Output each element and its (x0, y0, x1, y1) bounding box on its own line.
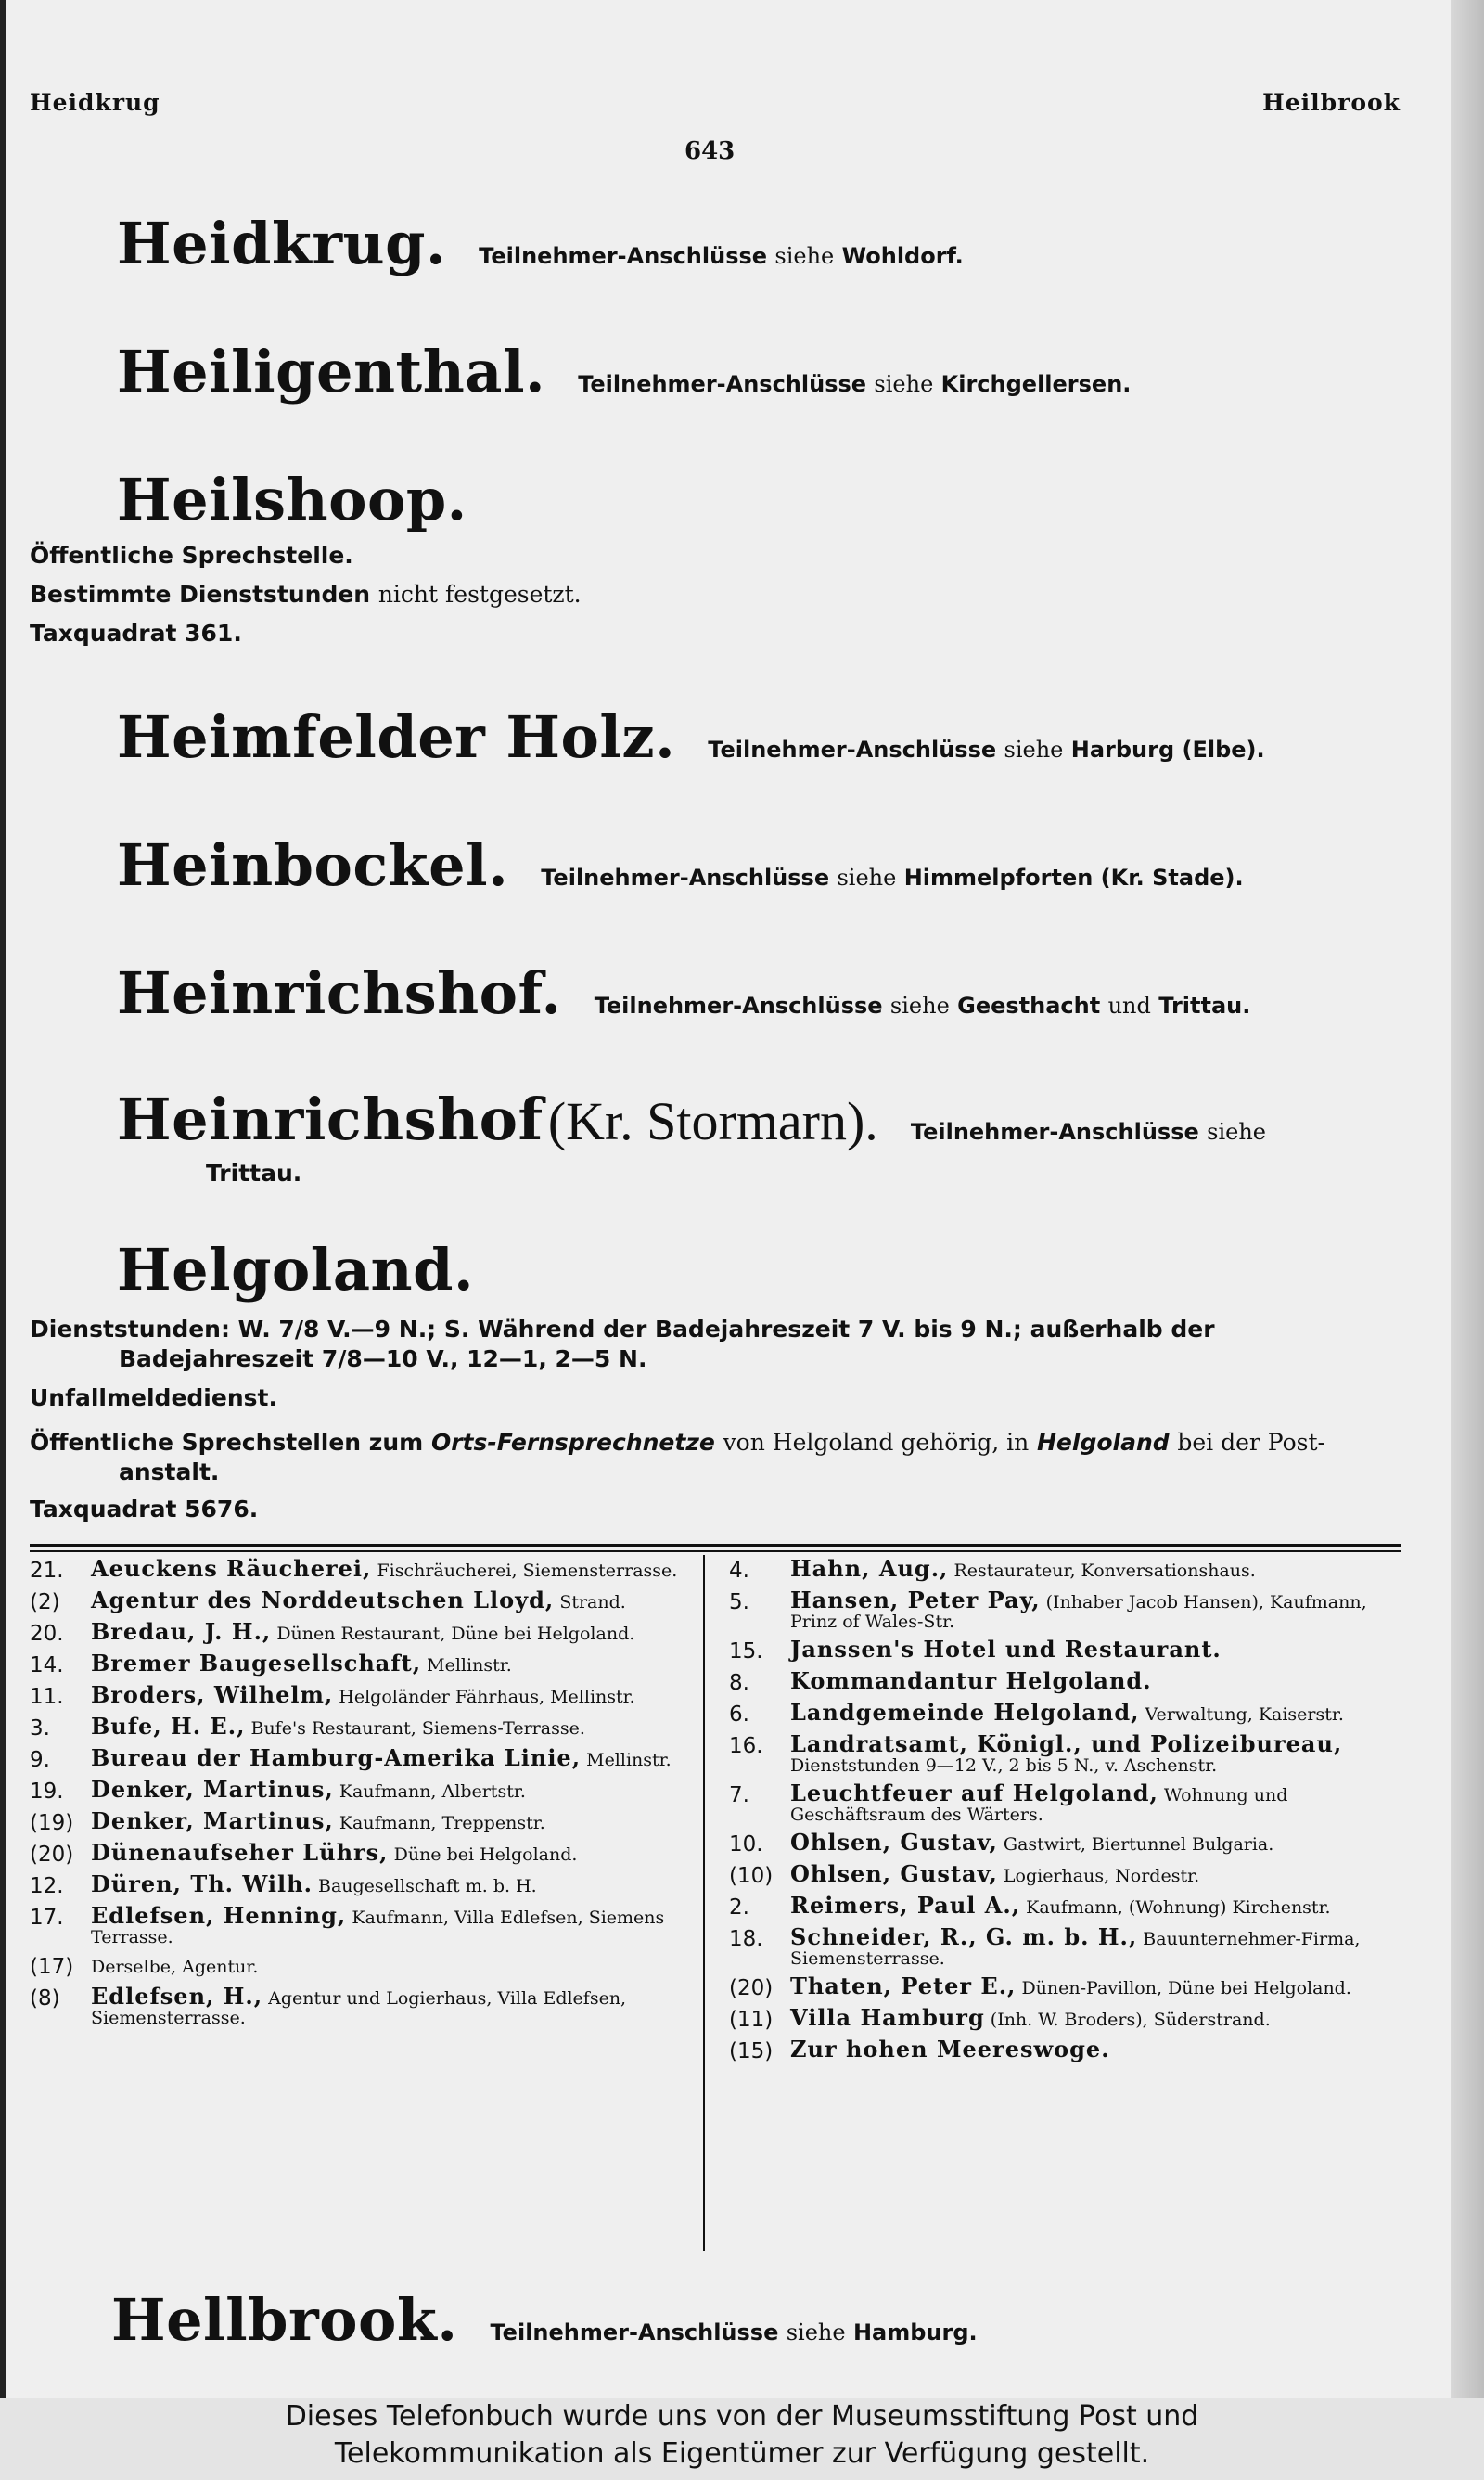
line-number: (17) (30, 1955, 74, 1979)
subscriber-text (91, 1555, 684, 1582)
subscriber-text (790, 1780, 1401, 1825)
subscriber-details: Dienststunden 9—12 V., 2 bis 5 N., v. Aschenstr. (790, 1755, 1218, 1776)
provenance-footer (0, 2398, 1484, 2480)
subscriber-details: Wohnung und Geschäftsraum des Wärters. (790, 1785, 1288, 1825)
subscriber-name: Landgemeinde Helgoland, (790, 1699, 1140, 1726)
line-number: 5. (729, 1590, 749, 1614)
subscriber-text (91, 1618, 684, 1645)
entry-heiligenthal (117, 338, 1401, 405)
line-number: (19) (30, 1811, 74, 1835)
subscriber-name: Dünenaufseher Lührs, (91, 1839, 389, 1866)
table-top-rule-inner (30, 1550, 1401, 1552)
line-number: (10) (729, 1864, 774, 1888)
place-name: Heinrichshof. (117, 959, 562, 1027)
entry-heimfelder-holz (117, 703, 1401, 771)
subscriber-text (790, 1699, 1401, 1726)
line-number: 3. (30, 1716, 50, 1741)
subscriber-text (91, 1744, 684, 1771)
cross-reference: Teilnehmer-Anschlüsse siehe Hamburg. (490, 2319, 978, 2345)
subscriber-name: Hansen, Peter Pay, (790, 1587, 1041, 1613)
subscriber-entry (729, 1667, 1401, 1695)
line-number: (8) (30, 1986, 60, 2011)
subscriber-name: Bureau der Hamburg-Amerika Linie, (91, 1744, 582, 1771)
entry-heinrichshof-stormarn (117, 1086, 1401, 1153)
subscriber-details: Helgoländer Fährhaus, Mellinstr. (339, 1687, 635, 1707)
entry-helgoland (117, 1236, 1401, 1304)
page-right-edge (1451, 0, 1484, 2398)
subscriber-text (790, 1555, 1401, 1582)
subscriber-entry (729, 2004, 1401, 2032)
cross-reference: Teilnehmer-Anschlüsse siehe Geesthacht und Trittau. (594, 993, 1251, 1019)
table-top-rule (30, 1544, 1401, 1547)
heilshoop-hours: Bestimmte Dienststunden nicht festgesetzt. (30, 581, 582, 608)
subscriber-name: Leuchtfeuer auf Helgoland, (790, 1780, 1158, 1806)
helgoland-service-hours-cont: Badejahreszeit 7/8—10 V., 12—1, 2—5 N. (119, 1345, 647, 1372)
place-name: Helgoland. (117, 1236, 475, 1304)
line-number: 18. (729, 1927, 763, 1951)
subscriber-text (91, 1983, 684, 2028)
subscriber-entry (30, 1807, 684, 1835)
heilshoop-public-station: Öffentliche Sprechstelle. (30, 542, 353, 569)
subscriber-text (790, 1923, 1401, 1969)
running-head-right: Heilbrook (1262, 89, 1401, 116)
subscriber-text (790, 1860, 1401, 1887)
column-separator (703, 1555, 705, 2251)
helgoland-accident-service: Unfallmeldedienst. (30, 1384, 277, 1411)
subscriber-text (91, 1713, 684, 1740)
subscriber-name: Bredau, J. H., (91, 1618, 272, 1645)
subscriber-entry (30, 1587, 684, 1614)
line-number: 20. (30, 1622, 64, 1646)
helgoland-public-stations: Öffentliche Sprechstellen zum Orts-Fernsprechnetze von Helgoland gehörig, in Helgoland bei der Post- (30, 1429, 1325, 1456)
subscriber-details: Kaufmann, Treppenstr. (339, 1813, 545, 1833)
subscriber-details: Bauunternehmer-Firma, Siemensterrasse. (790, 1929, 1361, 1969)
entry-heinbockel (117, 831, 1401, 899)
subscriber-entry (30, 1681, 684, 1709)
subscriber-name: Reimers, Paul A., (790, 1892, 1021, 1919)
page-left-edge (0, 0, 6, 2398)
line-number: 10. (729, 1832, 763, 1857)
subscriber-text (790, 2036, 1401, 2062)
subscriber-text (790, 2004, 1401, 2031)
place-name: Heinrichshof (117, 1086, 544, 1153)
place-district: (Kr. Stormarn). (547, 1091, 878, 1151)
heilshoop-tax-square: Taxquadrat 361. (30, 620, 242, 647)
subscriber-name: Ohlsen, Gustav, (790, 1829, 998, 1856)
subscriber-name: Broders, Wilhelm, (91, 1681, 334, 1708)
place-name: Heimfelder Holz. (117, 703, 676, 771)
subscriber-details: Strand. (559, 1592, 626, 1613)
subscriber-name: Thaten, Peter E., (790, 1972, 1017, 1999)
subscriber-text (91, 1776, 684, 1803)
subscriber-details: Baugesellschaft m. b. H. (317, 1876, 537, 1896)
subscriber-entry (729, 1923, 1401, 1969)
cross-reference: Teilnehmer-Anschlüsse siehe Harburg (Elbe). (708, 737, 1265, 763)
subscriber-entry (729, 1892, 1401, 1920)
subscriber-entry (729, 1636, 1401, 1664)
entry-heilshoop (117, 466, 1401, 533)
line-number: 17. (30, 1906, 64, 1930)
subscriber-entry (729, 1699, 1401, 1727)
line-number: 8. (729, 1671, 749, 1695)
line-number: 15. (729, 1639, 763, 1664)
subscriber-name: Denker, Martinus, (91, 1776, 334, 1803)
subscriber-text (91, 1681, 684, 1708)
subscriber-text (91, 1587, 684, 1613)
subscriber-details: Kaufmann, Albertstr. (339, 1781, 526, 1802)
subscriber-details: Kaufmann, Villa Edlefsen, Siemens Terrasse. (91, 1908, 665, 1947)
subscriber-entry (30, 1776, 684, 1804)
place-name: Heilshoop. (117, 466, 467, 533)
subscriber-text (790, 1667, 1401, 1694)
subscriber-details: (Inh. W. Broders), Süderstrand. (990, 2010, 1271, 2030)
subscriber-name: Hahn, Aug., (790, 1555, 949, 1582)
subscriber-details: Verwaltung, Kaiserstr. (1145, 1704, 1344, 1725)
subscriber-details: Kaufmann, (Wohnung) Kirchenstr. (1026, 1897, 1331, 1918)
line-number: 11. (30, 1685, 64, 1709)
line-number: 6. (729, 1703, 749, 1727)
cross-reference: Teilnehmer-Anschlüsse siehe Wohldorf. (479, 243, 964, 269)
subscriber-entry (729, 2036, 1401, 2063)
line-number: 2. (729, 1895, 749, 1920)
subscriber-list-left (30, 1555, 684, 2036)
subscriber-entry (30, 1955, 684, 1979)
subscriber-entry (30, 1713, 684, 1741)
subscriber-entry (729, 1972, 1401, 2000)
running-head-left: Heidkrug (30, 89, 160, 116)
line-number: 9. (30, 1748, 50, 1772)
subscriber-entry (30, 1983, 684, 2028)
subscriber-name: Bufe, H. E., (91, 1713, 246, 1740)
place-name: Hellbrook. (111, 2286, 458, 2354)
subscriber-name: Edlefsen, H., (91, 1983, 263, 2010)
cross-reference: Teilnehmer-Anschlüsse siehe Kirchgellersen. (578, 371, 1132, 397)
subscriber-text (790, 1636, 1401, 1663)
place-name: Heinbockel. (117, 831, 509, 899)
place-name: Heidkrug. (117, 210, 447, 277)
subscriber-entry (30, 1870, 684, 1898)
subscriber-name: Bremer Baugesellschaft, (91, 1650, 422, 1677)
subscriber-details: Restaurateur, Konversationshaus. (953, 1561, 1256, 1581)
subscriber-text (91, 1902, 684, 1947)
helgoland-public-stations-cont: anstalt. (119, 1458, 220, 1485)
subscriber-name: Edlefsen, Henning, (91, 1902, 347, 1929)
line-number: (20) (30, 1843, 74, 1867)
line-number: 14. (30, 1653, 64, 1677)
subscriber-text (790, 1587, 1401, 1632)
subscriber-text (91, 1955, 684, 1977)
subscriber-entry (30, 1744, 684, 1772)
subscriber-text (91, 1650, 684, 1677)
subscriber-entry (30, 1839, 684, 1867)
subscriber-entry (30, 1618, 684, 1646)
subscriber-entry (729, 1555, 1401, 1583)
subscriber-details: Bufe's Restaurant, Siemens-Terrasse. (250, 1718, 585, 1739)
subscriber-entry (30, 1650, 684, 1677)
subscriber-details: Mellinstr. (586, 1750, 672, 1770)
entry-heidkrug (117, 210, 1401, 277)
line-number: (11) (729, 2008, 774, 2032)
subscriber-name: Aeuckens Räucherei, (91, 1555, 372, 1582)
footer-line-2: Telekommunikation als Eigentümer zur Verfügung gestellt. (334, 2437, 1150, 2470)
subscriber-name: Agentur des Norddeutschen Lloyd, (91, 1587, 555, 1613)
subscriber-details: Mellinstr. (427, 1655, 512, 1676)
subscriber-entry (30, 1902, 684, 1947)
page-number: 643 (684, 137, 736, 165)
helgoland-tax-square: Taxquadrat 5676. (30, 1496, 259, 1523)
line-number: (20) (729, 1976, 774, 2000)
subscriber-text (790, 1892, 1401, 1919)
helgoland-service-hours: Dienststunden: W. 7/8 V.—9 N.; S. Während der Badejahreszeit 7 V. bis 9 N.; außerhalb der (30, 1316, 1215, 1343)
subscriber-name: Janssen's Hotel und Restaurant. (790, 1636, 1222, 1663)
line-number: 12. (30, 1874, 64, 1898)
subscriber-text (91, 1807, 684, 1834)
subscriber-details: Fischräucherei, Siemensterrasse. (377, 1561, 678, 1581)
subscriber-text (790, 1730, 1401, 1776)
subscriber-text (91, 1870, 684, 1897)
subscriber-list-right (729, 1555, 1401, 2071)
subscriber-entry (729, 1587, 1401, 1632)
subscriber-details: Logierhaus, Nordestr. (1003, 1866, 1200, 1886)
subscriber-name: Villa Hamburg (790, 2004, 985, 2031)
line-number: (15) (729, 2039, 774, 2063)
subscriber-details: (Inhaber Jacob Hansen), Kaufmann, Prinz of Wales-Str. (790, 1592, 1367, 1632)
subscriber-name: Zur hohen Meereswoge. (790, 2036, 1110, 2062)
entry-hellbrook (111, 2286, 1401, 2354)
subscriber-details: Dünen Restaurant, Düne bei Helgoland. (276, 1624, 635, 1644)
line-number: 16. (729, 1734, 763, 1758)
subscriber-entry (729, 1780, 1401, 1825)
subscriber-name: Landratsamt, Königl., und Polizeibureau, (790, 1730, 1343, 1757)
place-name: Heiligenthal. (117, 338, 546, 405)
subscriber-entry (729, 1860, 1401, 1888)
subscriber-name: Schneider, R., G. m. b. H., (790, 1923, 1138, 1950)
line-number: 21. (30, 1559, 64, 1583)
line-number: 4. (729, 1559, 749, 1583)
subscriber-entry (30, 1555, 684, 1583)
footer-line-1: Dieses Telefonbuch wurde uns von der Museumsstiftung Post und (285, 2400, 1199, 2433)
subscriber-name: Denker, Martinus, (91, 1807, 334, 1834)
subscriber-details: Düne bei Helgoland. (393, 1844, 578, 1865)
cross-reference: Teilnehmer-Anschlüsse siehe Himmelpforten (Kr. Stade). (541, 865, 1244, 891)
subscriber-details: Gastwirt, Biertunnel Bulgaria. (1003, 1834, 1274, 1855)
line-number: (2) (30, 1590, 60, 1614)
subscriber-text (790, 1972, 1401, 1999)
subscriber-text (91, 1839, 684, 1866)
subscriber-name: Kommandantur Helgoland. (790, 1667, 1152, 1694)
subscriber-name: Ohlsen, Gustav, (790, 1860, 998, 1887)
subscriber-text (790, 1829, 1401, 1856)
subscriber-details: Derselbe, Agentur. (91, 1957, 259, 1977)
subscriber-entry (729, 1829, 1401, 1857)
cross-reference-continuation: Trittau. (206, 1160, 302, 1187)
line-number: 7. (729, 1783, 749, 1807)
subscriber-name: Düren, Th. Wilh. (91, 1870, 313, 1897)
subscriber-details: Agentur und Logierhaus, Villa Edlefsen, Siemensterrasse. (91, 1988, 627, 2028)
subscriber-entry (729, 1730, 1401, 1776)
entry-heinrichshof (117, 959, 1401, 1027)
subscriber-details: Dünen-Pavillon, Düne bei Helgoland. (1021, 1978, 1351, 1998)
line-number: 19. (30, 1780, 64, 1804)
cross-reference: Teilnehmer-Anschlüsse siehe (910, 1119, 1266, 1145)
